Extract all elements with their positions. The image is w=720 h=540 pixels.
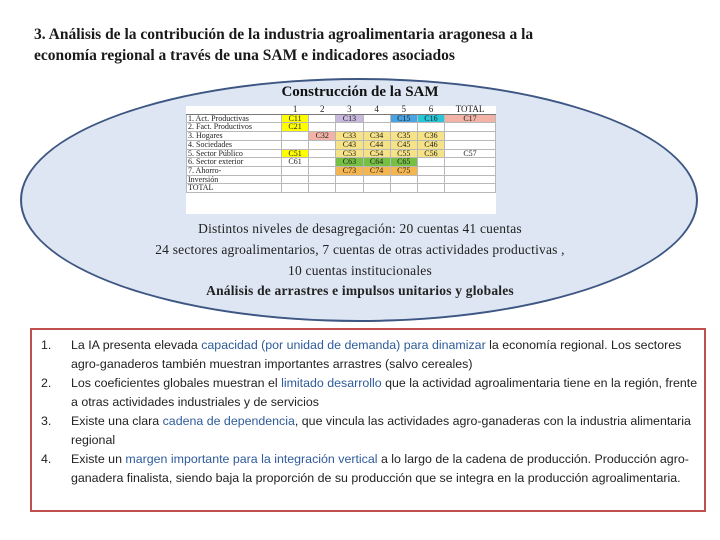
- conclusion-number: 2.: [41, 376, 52, 390]
- sam-row-label: TOTAL: [187, 184, 282, 193]
- sam-header-6: 6: [417, 106, 444, 114]
- sam-cell: C75: [390, 166, 417, 175]
- title-line-1: 3. Análisis de la contribución de la industria agroalimentaria aragonesa a la: [34, 26, 534, 43]
- sam-row: [187, 184, 496, 193]
- sam-cell: [417, 184, 444, 193]
- sam-row-label: 7. Ahorro-: [187, 166, 282, 175]
- highlight-text: capacidad (por unidad de demanda) para dinamizar: [201, 338, 486, 352]
- sam-cell: [445, 175, 496, 184]
- sam-cell: C44: [363, 140, 390, 149]
- sam-cell: [445, 184, 496, 193]
- conclusion-number: 1.: [41, 338, 52, 352]
- sam-cell: C43: [336, 140, 363, 149]
- sam-cell: C57: [445, 149, 496, 158]
- sam-cell: C17: [445, 114, 496, 123]
- conclusion-text: Los coeficientes globales muestran el: [71, 376, 282, 390]
- conclusion-text: que la actividad agroalimentaria tiene en la región, frente a otras actividades industriales y de servicios: [71, 376, 698, 409]
- conclusion-item: [41, 412, 698, 450]
- sam-cell: [417, 175, 444, 184]
- conclusions-list: [32, 330, 704, 488]
- conclusion-text: , que vincula las actividades agro-ganaderas con la industria alimentaria regional: [71, 414, 691, 447]
- sam-cell: C15: [390, 114, 417, 123]
- conclusion-number: 4.: [41, 452, 52, 466]
- sam-row-label: 4. Sociedades: [187, 140, 282, 149]
- sam-cell: C21: [282, 123, 309, 132]
- sam-cell: [282, 175, 309, 184]
- sam-header-2: 2: [309, 106, 336, 114]
- sam-cell: C51: [282, 149, 309, 158]
- sam-cell: C61: [282, 158, 309, 167]
- conclusion-text: a lo largo de la cadena de producción. Producción agro-ganadera finalista, siendo baja la proporción de su producción que se integra en la producción agroalimentaria.: [71, 452, 689, 485]
- conclusion-text: Existe una clara: [71, 414, 163, 428]
- sam-row: [187, 175, 496, 184]
- sam-row: [187, 158, 496, 167]
- desc-line-4: Análisis de arrastres e impulsos unitarios y globales: [206, 283, 514, 298]
- desc-line-1: Distintos niveles de desagregación: 20 cuentas 41 cuentas: [198, 221, 522, 236]
- conclusion-text: la economía regional. Los sectores agro-ganaderos también muestran importantes arrastres (salvo cereales): [71, 338, 682, 371]
- sam-cell: [445, 158, 496, 167]
- sam-cell: C54: [363, 149, 390, 158]
- sam-cell: [363, 184, 390, 193]
- sam-cell: [417, 158, 444, 167]
- sam-cell: [363, 114, 390, 123]
- sam-row: [187, 140, 496, 149]
- sam-cell: [282, 140, 309, 149]
- sam-cell: [417, 166, 444, 175]
- sam-header-7: TOTAL: [445, 106, 496, 114]
- sam-cell: [390, 175, 417, 184]
- conclusion-item: [41, 450, 698, 488]
- sam-row-label: Inversión: [187, 175, 282, 184]
- sam-cell: [445, 132, 496, 141]
- highlight-text: limitado desarrollo: [281, 376, 382, 390]
- highlight-text: margen importante para la integración vertical: [125, 452, 378, 466]
- sam-row: [187, 123, 496, 132]
- desc-line-3: 10 cuentas institucionales: [288, 263, 432, 278]
- sam-cell: [309, 114, 336, 123]
- sam-cell: [445, 123, 496, 132]
- conclusion-item: [41, 336, 698, 374]
- sam-cell: C64: [363, 158, 390, 167]
- slide-title: [34, 24, 674, 66]
- sam-header-3: 3: [336, 106, 363, 114]
- conclusion-text: La IA presenta: [71, 338, 155, 352]
- sam-row: [187, 132, 496, 141]
- title-line-2: economía regional a través de una SAM e indicadores asociados: [34, 47, 455, 64]
- sam-cell: [390, 184, 417, 193]
- sam-header-row: [187, 106, 496, 114]
- conclusion-number: 3.: [41, 414, 52, 428]
- sam-cell: C65: [390, 158, 417, 167]
- sam-cell: [309, 158, 336, 167]
- sam-cell: C36: [417, 132, 444, 141]
- conclusions-box: [30, 328, 706, 512]
- sam-body: [187, 114, 496, 192]
- sam-table: [186, 106, 496, 193]
- sam-cell: C63: [336, 158, 363, 167]
- sam-cell: C35: [390, 132, 417, 141]
- sam-cell: [363, 175, 390, 184]
- sam-row-label: 2. Fact. Productivos: [187, 123, 282, 132]
- sam-cell: C73: [336, 166, 363, 175]
- sam-cell: C32: [309, 132, 336, 141]
- sam-cell: C74: [363, 166, 390, 175]
- sam-cell: C33: [336, 132, 363, 141]
- conclusion-text: elevada: [154, 338, 198, 352]
- sam-title: Construcción de la SAM: [281, 84, 439, 100]
- sam-cell: C34: [363, 132, 390, 141]
- conclusion-item: [41, 374, 698, 412]
- sam-cell: C45: [390, 140, 417, 149]
- sam-matrix: [186, 106, 496, 214]
- sam-header-blank: [187, 106, 282, 114]
- sam-cell: [282, 166, 309, 175]
- sam-cell: [309, 166, 336, 175]
- sam-cell: C55: [390, 149, 417, 158]
- sam-row-label: 1. Act. Productivas: [187, 114, 282, 123]
- highlight-text: cadena de dependencia: [162, 414, 295, 428]
- sam-cell: [309, 184, 336, 193]
- sam-cell: [309, 175, 336, 184]
- sam-header-5: 5: [390, 106, 417, 114]
- sam-header-1: 1: [282, 106, 309, 114]
- sam-cell: [445, 166, 496, 175]
- sam-cell: C53: [336, 149, 363, 158]
- sam-row-label: 5. Sector Público: [187, 149, 282, 158]
- sam-cell: C16: [417, 114, 444, 123]
- desc-line-2: 24 sectores agroalimentarios, 7 cuentas de otras actividades productivas ,: [155, 242, 565, 257]
- sam-row-label: 3. Hogares: [187, 132, 282, 141]
- sam-cell: C56: [417, 149, 444, 158]
- sam-cell: [282, 184, 309, 193]
- sam-header-4: 4: [363, 106, 390, 114]
- sam-cell: [309, 140, 336, 149]
- sam-cell: C46: [417, 140, 444, 149]
- sam-cell: [445, 140, 496, 149]
- sam-cell: C11: [282, 114, 309, 123]
- sam-cell: C13: [336, 114, 363, 123]
- conclusion-text: Existe un: [71, 452, 126, 466]
- sam-row-label: 6. Sector exterior: [187, 158, 282, 167]
- sam-cell: [336, 175, 363, 184]
- sam-cell: [282, 132, 309, 141]
- sam-cell: [309, 149, 336, 158]
- sam-row: [187, 166, 496, 175]
- sam-cell: [336, 184, 363, 193]
